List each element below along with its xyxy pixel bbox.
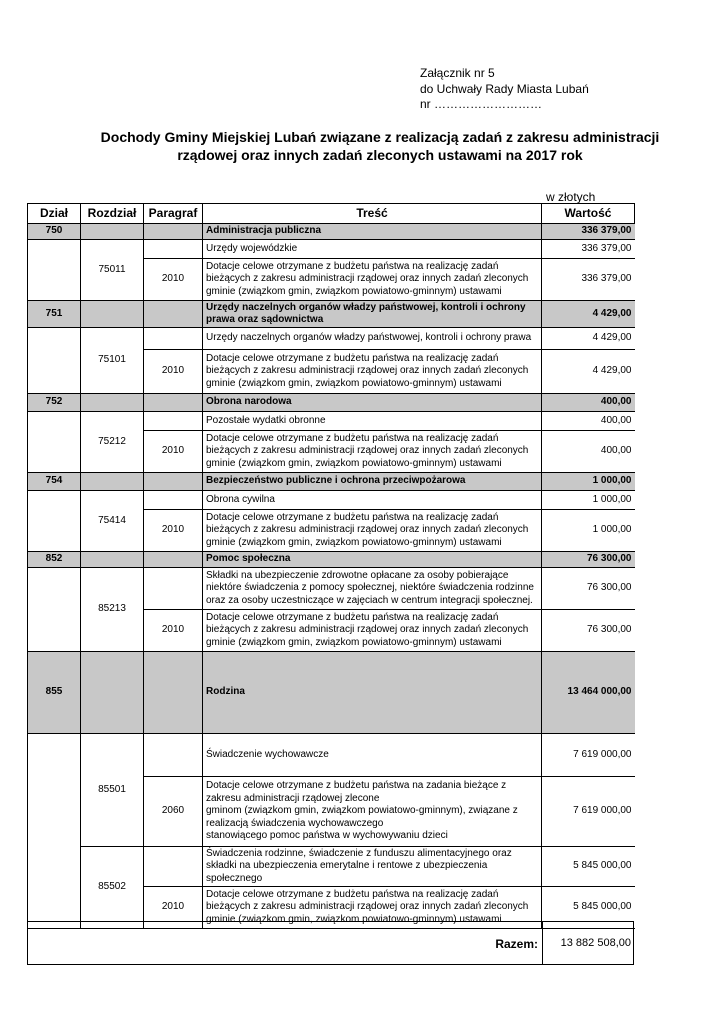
section-row <box>28 394 635 412</box>
paragraf-cell <box>144 652 203 734</box>
section-row <box>28 224 635 240</box>
rozdzial-cell: 85213 <box>81 568 144 652</box>
total-box <box>27 921 634 965</box>
total-divider <box>542 922 543 965</box>
chapter-row <box>28 847 635 887</box>
tresc-cell: Dotacje celowe otrzymane z budżetu państwa na realizację zadań bieżących z zakresu administracji rządowej oraz innych zadań zleconych gminie (związkom gmin, związkom powiatowo-gminnym) ustawami <box>203 510 542 552</box>
section-row <box>28 301 635 328</box>
wartosc-cell: 4 429,00 <box>542 328 635 350</box>
paragraf-cell: 2010 <box>144 259 203 301</box>
wartosc-cell: 76 300,00 <box>542 610 635 652</box>
chapter-row <box>28 328 635 350</box>
paragraf-cell <box>144 491 203 510</box>
tresc-cell: Dotacje celowe otrzymane z budżetu państwa na realizację zadań bieżących z zakresu administracji rządowej oraz innych zadań zleconych gminie (związkom gmin, związkom powiatowo-gminnym) ustawami <box>203 610 542 652</box>
wartosc-cell: 400,00 <box>542 412 635 431</box>
paragraf-cell <box>144 394 203 412</box>
paragraf-cell <box>144 301 203 328</box>
wartosc-cell: 5 845 000,00 <box>542 847 635 887</box>
dzial-blank-cell <box>28 491 81 552</box>
rozdzial-cell: 75011 <box>81 240 144 301</box>
tresc-cell: Bezpieczeństwo publiczne i ochrona przeciwpożarowa <box>203 473 542 491</box>
section-row <box>28 473 635 491</box>
dzial-cell: 752 <box>28 394 81 412</box>
wartosc-cell: 1 000,00 <box>542 491 635 510</box>
title-line-1: Dochody Gminy Miejskiej Lubań związane z realizacją zadań z zakresu administracji <box>100 129 660 145</box>
wartosc-cell: 7 619 000,00 <box>542 777 635 847</box>
tresc-cell: Dotacje celowe otrzymane z budżetu państwa na realizację zadań bieżących z zakresu administracji rządowej oraz innych zadań zleconych gminie (związkom gmin, związkom powiatowo-gminnym) ustawami <box>203 350 542 394</box>
dzial-cell: 855 <box>28 652 81 734</box>
annex-number: Załącznik nr 5 <box>420 66 495 80</box>
paragraf-cell: 2010 <box>144 610 203 652</box>
paragraf-cell <box>144 568 203 610</box>
wartosc-cell: 336 379,00 <box>542 259 635 301</box>
wartosc-cell: 400,00 <box>542 394 635 412</box>
tresc-cell: Urzędy wojewódzkie <box>203 240 542 259</box>
tresc-cell: Pozostałe wydatki obronne <box>203 412 542 431</box>
dzial-blank-cell <box>28 240 81 301</box>
dzial-cell: 852 <box>28 552 81 568</box>
rozdzial-cell <box>81 473 144 491</box>
dzial-blank-cell <box>28 734 81 929</box>
tresc-cell: Składki na ubezpieczenie zdrowotne opłacane za osoby pobierające niektóre świadczenia z pomocy społecznej, niektóre świadczenia rodzinne oraz za osoby uczestniczące w zajęciach w centrum integracji społecznej. <box>203 568 542 610</box>
total-label: Razem: <box>495 937 538 951</box>
rozdzial-cell: 85502 <box>81 847 144 929</box>
chapter-row <box>28 734 635 777</box>
chapter-row <box>28 568 635 610</box>
rozdzial-cell <box>81 301 144 328</box>
dzial-cell: 754 <box>28 473 81 491</box>
paragraf-cell <box>144 328 203 350</box>
header-tresc: Treść <box>203 204 542 224</box>
tresc-cell: Świadczenia rodzinne, świadczenie z funduszu alimentacyjnego oraz składki na ubezpieczenia emerytalne i rentowe z ubezpieczenia społecznego <box>203 847 542 887</box>
dzial-cell: 751 <box>28 301 81 328</box>
chapter-row <box>28 240 635 259</box>
annex-resolution: do Uchwały Rady Miasta Lubań <box>420 81 589 96</box>
header-paragraf: Paragraf <box>144 204 203 224</box>
rozdzial-cell: 75212 <box>81 412 144 473</box>
dzial-blank-cell <box>28 328 81 394</box>
tresc-cell: Dotacje celowe otrzymane z budżetu państwa na zadania bieżące z zakresu administracji rządowej zlecone gminom (związkom gmin, związkom powiatowo-gminnym), związane z realizacją świadczenia wychowawczego stanowiącego pomoc państwa w wychowywaniu dzieci <box>203 777 542 847</box>
rozdzial-cell: 85501 <box>81 734 144 847</box>
paragraf-cell: 2010 <box>144 431 203 473</box>
tresc-cell: Obrona cywilna <box>203 491 542 510</box>
tresc-cell: Pomoc społeczna <box>203 552 542 568</box>
paragraf-cell <box>144 473 203 491</box>
chapter-row <box>28 491 635 510</box>
currency-unit: w złotych <box>546 190 596 204</box>
wartosc-cell: 1 000,00 <box>542 473 635 491</box>
document-title <box>60 128 700 164</box>
dzial-blank-cell <box>28 568 81 652</box>
paragraf-cell: 2060 <box>144 777 203 847</box>
header-wartosc: Wartość <box>542 204 635 224</box>
tresc-cell: Obrona narodowa <box>203 394 542 412</box>
rozdzial-cell: 75414 <box>81 491 144 552</box>
tresc-cell: Rodzina <box>203 652 542 734</box>
wartosc-cell: 336 379,00 <box>542 240 635 259</box>
tresc-cell: Dotacje celowe otrzymane z budżetu państwa na realizację zadań bieżących z zakresu administracji rządowej oraz innych zadań zleconych gminie (związkom gmin, związkom powiatowo-gminnym) ustawami <box>203 887 542 929</box>
rozdzial-cell <box>81 224 144 240</box>
wartosc-cell: 4 429,00 <box>542 301 635 328</box>
paragraf-cell <box>144 412 203 431</box>
wartosc-cell: 4 429,00 <box>542 350 635 394</box>
tresc-cell: Dotacje celowe otrzymane z budżetu państwa na realizację zadań bieżących z zakresu administracji rządowej oraz innych zadań zleconych gminie (związkom gmin, związkom powiatowo-gminnym) ustawami <box>203 259 542 301</box>
wartosc-cell: 7 619 000,00 <box>542 734 635 777</box>
revenue-table <box>27 203 635 929</box>
title-line-2: rządowej oraz innych zadań zleconych ustawami na 2017 rok <box>177 147 583 163</box>
rozdzial-cell <box>81 552 144 568</box>
paragraf-cell <box>144 240 203 259</box>
chapter-row <box>28 412 635 431</box>
paragraf-cell <box>144 734 203 777</box>
rozdzial-cell <box>81 394 144 412</box>
tresc-cell: Świadczenie wychowawcze <box>203 734 542 777</box>
dzial-cell: 750 <box>28 224 81 240</box>
rozdzial-cell <box>81 652 144 734</box>
annex-resolution-number: nr ……………………… <box>420 97 543 111</box>
paragraf-cell <box>144 552 203 568</box>
paragraf-cell: 2010 <box>144 887 203 929</box>
wartosc-cell: 400,00 <box>542 431 635 473</box>
tresc-cell: Administracja publiczna <box>203 224 542 240</box>
paragraf-cell: 2010 <box>144 510 203 552</box>
tresc-cell: Urzędy naczelnych organów władzy państwowej, kontroli i ochrony prawa <box>203 328 542 350</box>
section-row <box>28 652 635 734</box>
rozdzial-cell: 75101 <box>81 328 144 394</box>
table-header-row <box>28 204 635 224</box>
paragraf-cell <box>144 224 203 240</box>
total-value: 13 882 508,00 <box>560 937 631 949</box>
annex-header <box>420 66 589 113</box>
wartosc-cell: 76 300,00 <box>542 552 635 568</box>
section-row <box>28 552 635 568</box>
wartosc-cell: 13 464 000,00 <box>542 652 635 734</box>
table-body <box>28 224 635 929</box>
paragraf-cell <box>144 847 203 887</box>
wartosc-cell: 336 379,00 <box>542 224 635 240</box>
tresc-cell: Urzędy naczelnych organów władzy państwowej, kontroli i ochrony prawa oraz sądownictwa <box>203 301 542 328</box>
wartosc-cell: 76 300,00 <box>542 568 635 610</box>
header-dzial: Dział <box>28 204 81 224</box>
wartosc-cell: 1 000,00 <box>542 510 635 552</box>
paragraf-cell: 2010 <box>144 350 203 394</box>
tresc-cell: Dotacje celowe otrzymane z budżetu państwa na realizację zadań bieżących z zakresu administracji rządowej oraz innych zadań zleconych gminie (związkom gmin, związkom powiatowo-gminnym) ustawami <box>203 431 542 473</box>
header-rozdzial: Rozdział <box>81 204 144 224</box>
wartosc-cell: 5 845 000,00 <box>542 887 635 929</box>
dzial-blank-cell <box>28 412 81 473</box>
